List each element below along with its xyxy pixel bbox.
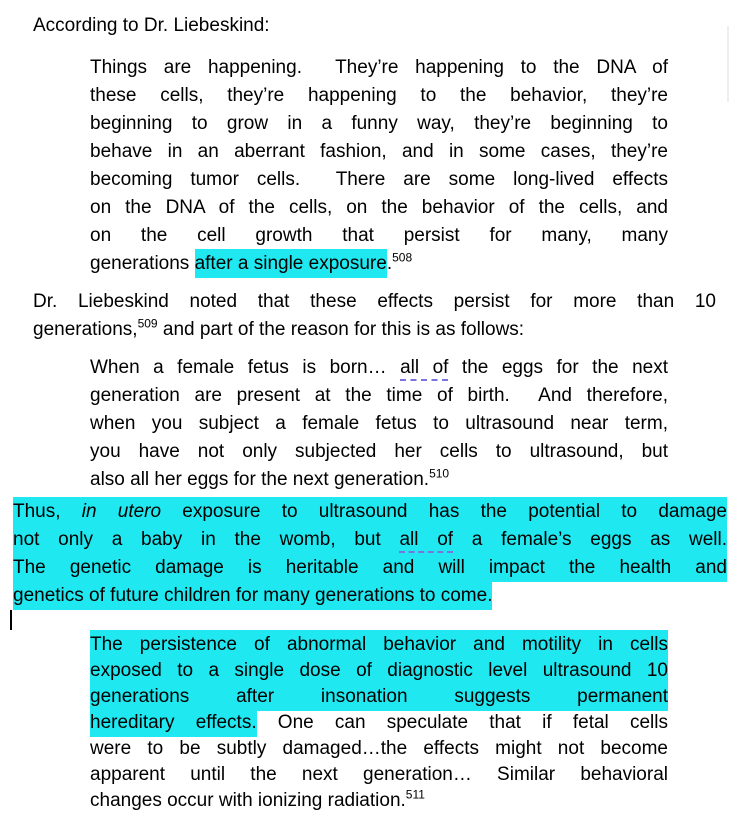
highlighted-text: hereditary effects. xyxy=(90,708,257,737)
text-line xyxy=(13,554,727,582)
text-line xyxy=(90,736,668,762)
text-segment: were to be subtly damaged…the effects might not become xyxy=(90,738,668,759)
text-segment: these cells, they’re happening to the behavior, they’re xyxy=(90,85,668,106)
highlighted-text: in utero xyxy=(82,497,161,526)
text-line xyxy=(90,710,668,736)
footnote-reference[interactable]: 508 xyxy=(392,250,413,265)
text-segment: you have not only subjected her cells to ultrasound, but xyxy=(90,441,668,462)
footnote-reference[interactable]: 510 xyxy=(429,466,450,481)
blockquote-liebeskind-1 xyxy=(90,54,668,278)
text-segment: and part of the reason for this is as follows: xyxy=(157,319,525,340)
text-segment: the eggs for the next xyxy=(448,357,668,378)
grammar-underlined-text: all of xyxy=(400,357,448,381)
text-line xyxy=(90,762,668,788)
highlighted-text: genetics of future children for many generations to come. xyxy=(13,581,492,610)
paragraph-intro xyxy=(33,12,716,40)
text-line xyxy=(90,138,668,166)
text-segment: behave in an aberrant fashion, and in some cases, they’re xyxy=(90,141,668,162)
highlighted-text: generations after insonation suggests permanent xyxy=(90,682,668,711)
text-line xyxy=(13,526,727,554)
highlighted-text: Thus, xyxy=(13,497,82,526)
text-cursor xyxy=(10,610,12,630)
text-line xyxy=(13,498,727,526)
text-segment: apparent until the next generation… Similar behavioral xyxy=(90,764,668,785)
page-edge-artifact xyxy=(727,26,729,102)
highlighted-text: exposed to a single dose of diagnostic level ultrasound 10 xyxy=(90,656,668,685)
text-segment: when you subject a female fetus to ultrasound near term, xyxy=(90,413,668,434)
paragraph-thus-highlighted xyxy=(13,498,727,610)
highlighted-text: after a single exposure xyxy=(195,249,387,278)
text-segment: on the cell growth that persist for many, many xyxy=(90,225,668,246)
text-line xyxy=(90,788,668,814)
text-line xyxy=(90,382,668,410)
document-page[interactable] xyxy=(0,12,744,826)
highlighted-text: all of xyxy=(399,525,453,553)
text-segment: also all her eggs for the next generation. xyxy=(90,469,430,490)
empty-line[interactable] xyxy=(0,610,744,630)
text-segment: generations xyxy=(90,253,195,274)
text-segment: When a female fetus is born… xyxy=(90,357,401,378)
text-line xyxy=(90,110,668,138)
text-line xyxy=(90,658,668,684)
text-line xyxy=(90,466,668,494)
blockquote-liebeskind-2 xyxy=(90,354,668,494)
text-line xyxy=(90,54,668,82)
text-line xyxy=(90,354,668,382)
highlighted-text: a female’s eggs as well. xyxy=(453,525,727,554)
text-segment: Dr. Liebeskind noted that these effects persist for more than 10 xyxy=(33,291,716,312)
text-line xyxy=(33,316,716,344)
text-segment: generations, xyxy=(33,319,138,340)
highlighted-text: The genetic damage is heritable and will impact the health and xyxy=(13,553,727,582)
highlighted-text: The persistence of abnormal behavior and motility in cells xyxy=(90,630,668,659)
text-segment: changes occur with ionizing radiation. xyxy=(90,790,406,811)
text-segment: beginning to grow in a funny way, they’re beginning to xyxy=(90,113,668,134)
highlighted-text: not only a baby in the womb, but xyxy=(13,525,399,554)
text-segment: Things are happening. They’re happening to the DNA of xyxy=(90,57,668,78)
text-segment: generation are present at the time of birth. And therefore, xyxy=(90,385,668,406)
footnote-reference[interactable]: 511 xyxy=(405,787,425,802)
text-line xyxy=(90,632,668,658)
text-line xyxy=(90,250,668,278)
text-segment: on the DNA of the cells, on the behavior of the cells, and xyxy=(90,197,668,218)
text-line xyxy=(90,166,668,194)
text-line xyxy=(33,288,716,316)
text-line xyxy=(90,438,668,466)
paragraph-generations xyxy=(33,288,716,344)
text-line xyxy=(90,684,668,710)
text-line xyxy=(13,582,727,610)
highlighted-text: exposure to ultrasound has the potential to damage xyxy=(161,497,727,526)
text-segment: According to Dr. Liebeskind: xyxy=(33,15,270,36)
text-line xyxy=(90,222,668,250)
footnote-reference[interactable]: 509 xyxy=(137,316,158,331)
blockquote-hereditary xyxy=(90,632,668,814)
text-segment: One can speculate that if fetal cells xyxy=(256,712,668,733)
text-segment: becoming tumor cells. There are some long-lived effects xyxy=(90,169,668,190)
text-line xyxy=(90,410,668,438)
text-segment: . xyxy=(386,253,393,274)
text-line xyxy=(90,82,668,110)
text-line xyxy=(33,12,716,40)
text-line xyxy=(90,194,668,222)
